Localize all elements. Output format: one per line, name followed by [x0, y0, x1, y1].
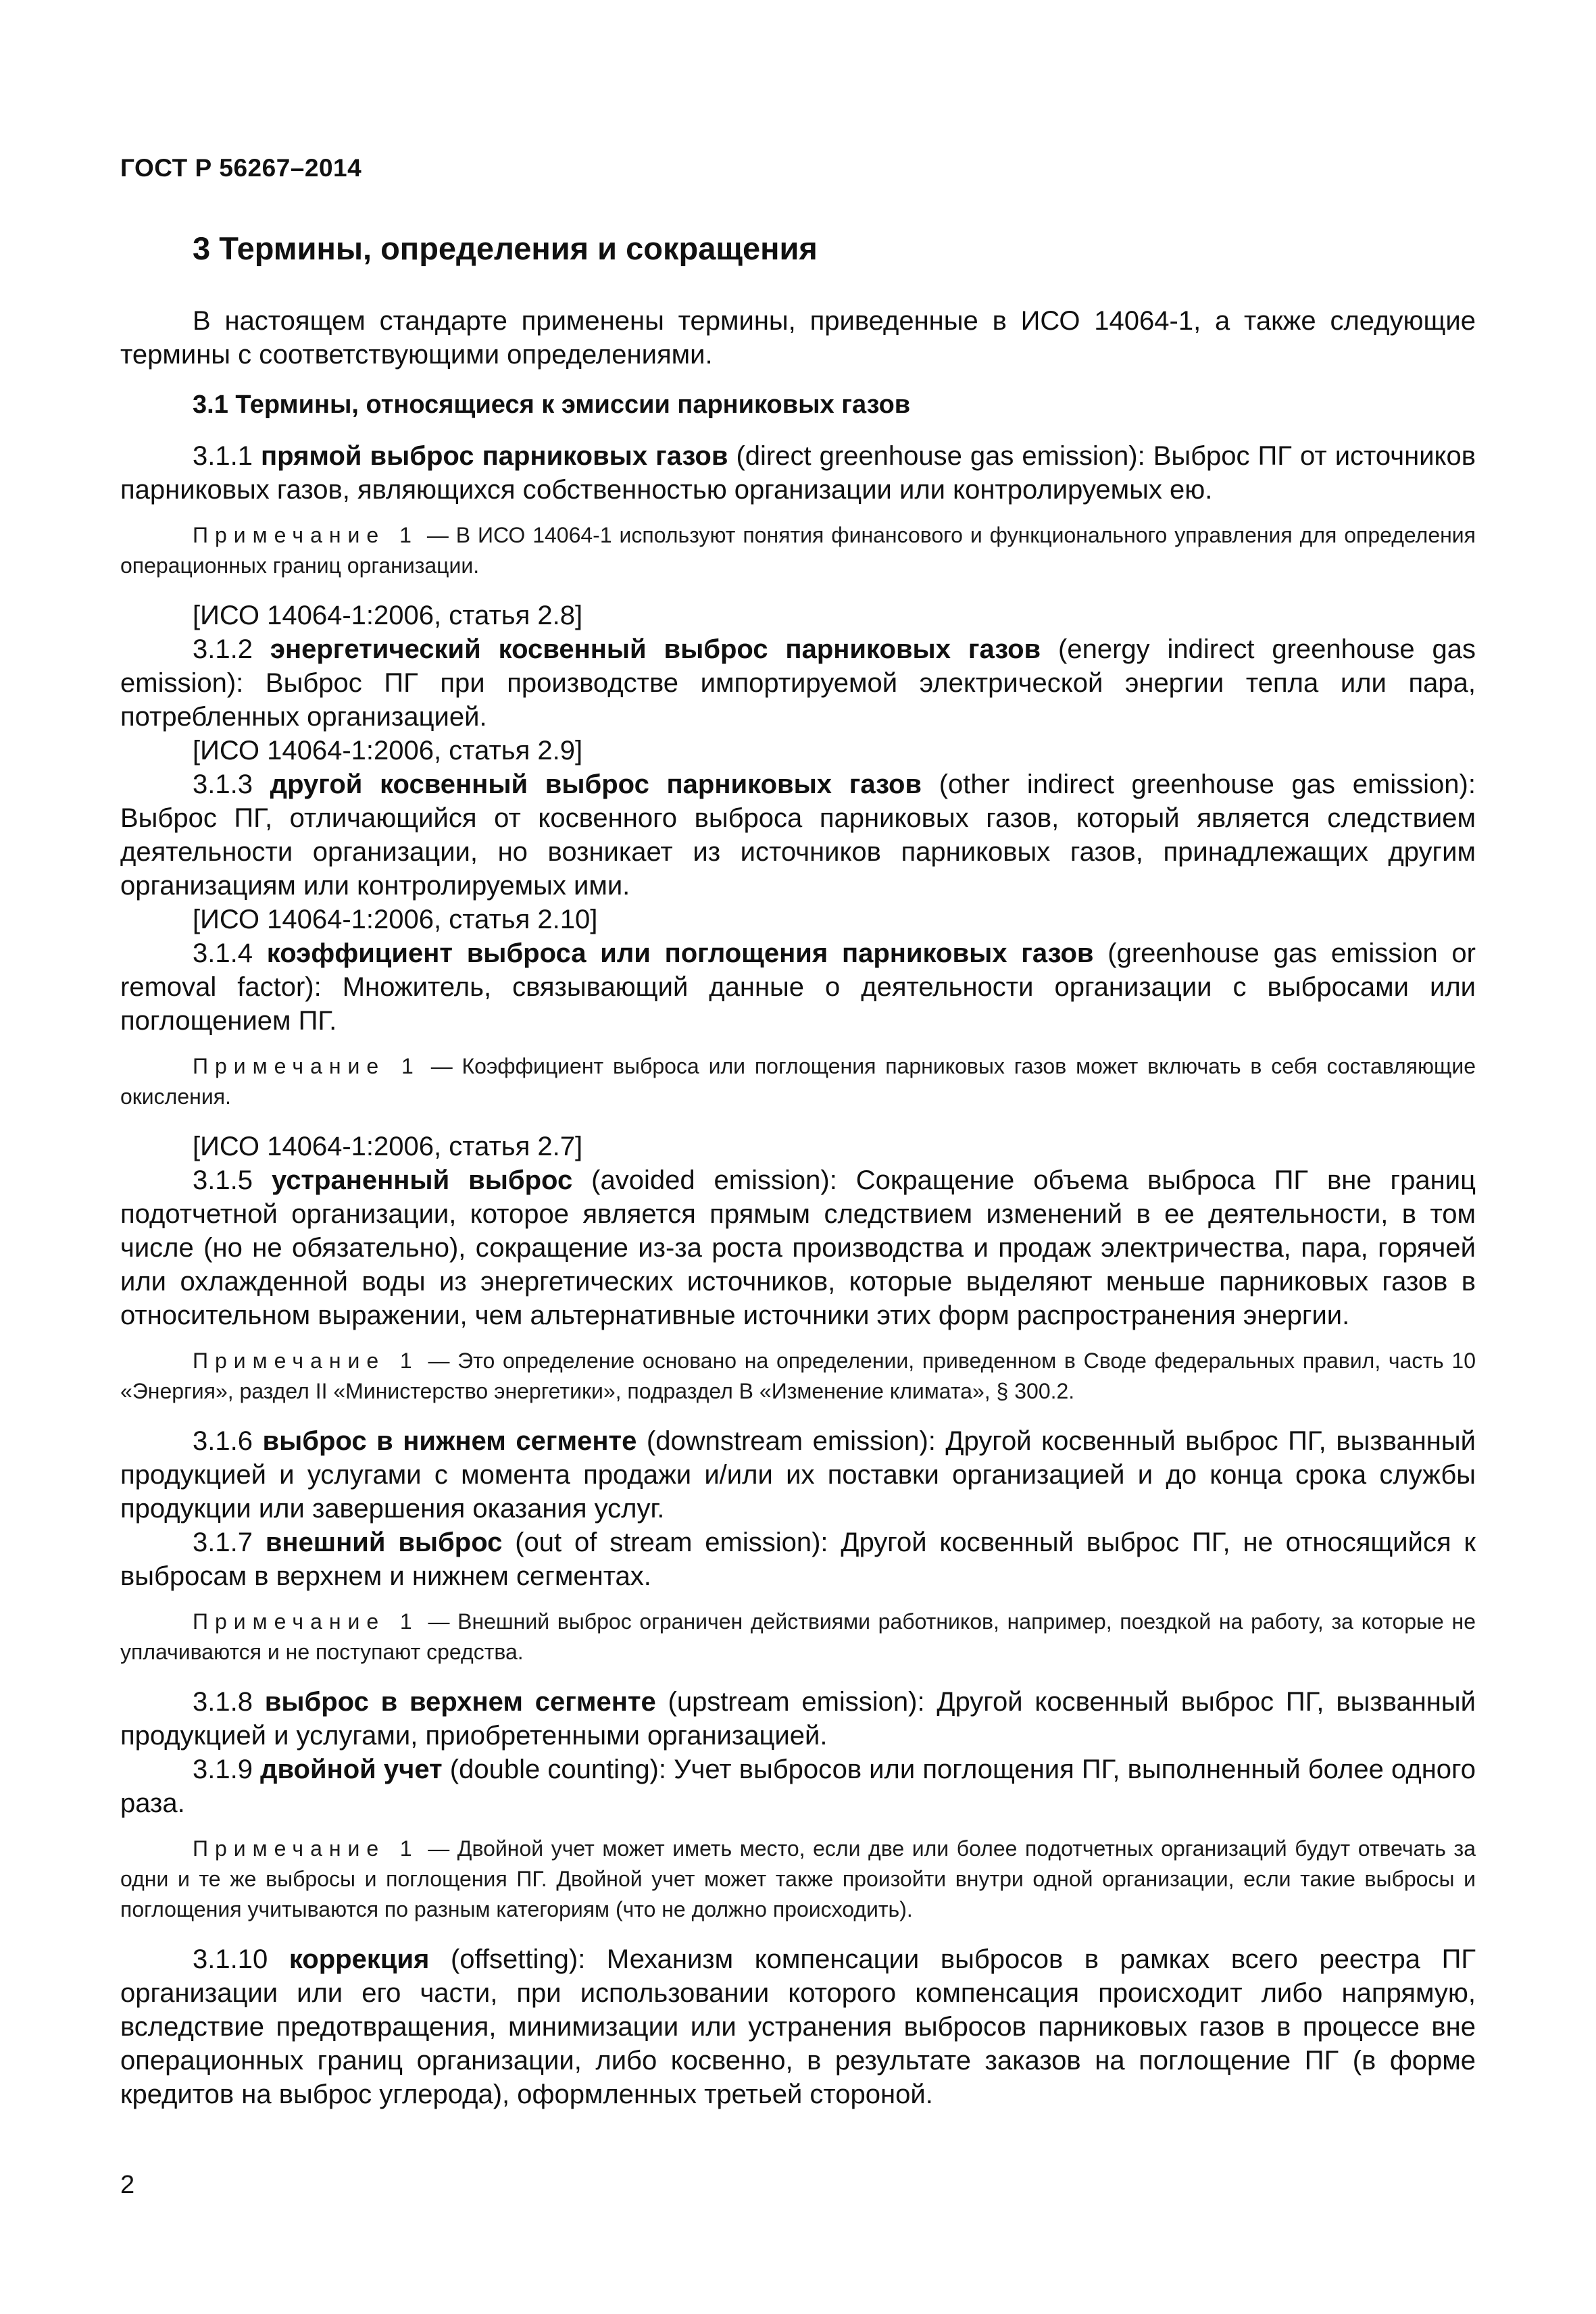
term-name: внешний выброс — [265, 1528, 503, 1557]
standard-code-header: ГОСТ Р 56267–2014 — [120, 154, 362, 182]
term-name: другой косвенный выброс парниковых газов — [270, 770, 922, 799]
term-number: 3.1.6 — [193, 1426, 253, 1456]
term-3-1-9 — [120, 1753, 1476, 1820]
term-3-1-5 — [120, 1163, 1476, 1332]
note-text: — Это определение основано на определении, приведенном в Своде федеральных правил, часть 10 «Энергия», раздел II «Министерство энергетики», подраздел В «Изменение климата», § 300.2. — [120, 1349, 1476, 1403]
term-name: выброс в нижнем сегменте — [262, 1426, 637, 1456]
term-number: 3.1.9 — [193, 1755, 253, 1784]
term-3-1-10 — [120, 1942, 1476, 2111]
term-definition: (greenhouse gas emission or removal factor): Множитель, связывающий данные о деятельности организации с выбросами или поглощением ПГ. — [120, 938, 1476, 1036]
ref-3-1-1: [ИСО 14064-1:2006, статья 2.8] — [193, 601, 583, 630]
note-label: Примечание 1 — [193, 1609, 419, 1634]
term-definition: (double counting): Учет выбросов или поглощения ПГ, выполненный более одного раза. — [120, 1755, 1476, 1818]
term-definition: (upstream emission): Другой косвенный выброс ПГ, вызванный продукцией и услугами, приобретенными организацией. — [120, 1687, 1476, 1751]
term-definition: (direct greenhouse gas emission): Выброс ПГ от источников парниковых газов, являющихся собственностью организации или контролируемых ею. — [120, 441, 1476, 505]
term-definition: (offsetting): Механизм компенсации выбросов в рамках всего реестра ПГ организации или его части, при использовании которого компенсация происходит либо напрямую, вследствие предотвращения, минимизации или устранения выбросов парниковых газов в процессе вне операционных границ организации, либо косвенно, в результате заказов на поглощение ПГ (в форме кредитов на выброс углерода), оформленных третьей стороной. — [120, 1944, 1476, 2109]
ref-3-1-2: [ИСО 14064-1:2006, статья 2.9] — [193, 736, 583, 765]
term-number: 3.1.1 — [193, 441, 253, 471]
term-number: 3.1.5 — [193, 1165, 253, 1195]
note-label: Примечание 1 — [193, 1054, 420, 1078]
section-title: 3 Термины, определения и сокращения — [193, 230, 818, 266]
term-3-1-6 — [120, 1424, 1476, 1526]
term-3-1-3 — [120, 768, 1476, 903]
note-3-1-9 — [120, 1834, 1476, 1925]
term-definition: (energy indirect greenhouse gas emission): Выброс ПГ при производстве импортируемой электрической энергии тепла или пара, потребленных организацией. — [120, 634, 1476, 732]
term-name: коррекция — [289, 1944, 430, 1974]
note-3-1-5 — [120, 1346, 1476, 1407]
term-number: 3.1.2 — [193, 634, 253, 664]
term-definition: (downstream emission): Другой косвенный выброс ПГ, вызванный продукцией и услугами с момента продажи и/или их поставки организацией и до конца срока службы продукции или завершения оказания услуг. — [120, 1426, 1476, 1524]
note-text: — В ИСО 14064-1 используют понятия финансового и функционального управления для определения операционных границ организации. — [120, 523, 1476, 578]
term-name: прямой выброс парниковых газов — [261, 441, 728, 471]
note-text: — Двойной учет может иметь место, если две или более подотчетных организаций будут отвечать за одни и те же выбросы и поглощения ПГ. Двойной учет может также произойти внутри одной организации, если такие выбросы и поглощения учитываются по разным категориям (что не должно происходить). — [120, 1836, 1476, 1921]
term-name: устраненный выброс — [271, 1165, 573, 1195]
note-3-1-7 — [120, 1607, 1476, 1667]
term-number: 3.1.8 — [193, 1687, 253, 1717]
note-3-1-4 — [120, 1051, 1476, 1112]
term-3-1-7 — [120, 1526, 1476, 1593]
page-content — [120, 228, 1476, 2111]
term-3-1-2 — [120, 632, 1476, 734]
note-label: Примечание 1 — [193, 1836, 419, 1861]
subsection-title: 3.1 Термины, относящиеся к эмиссии парниковых газов — [193, 391, 911, 419]
term-3-1-1 — [120, 439, 1476, 507]
term-number: 3.1.7 — [193, 1528, 253, 1557]
term-name: двойной учет — [260, 1755, 443, 1784]
ref-3-1-3: [ИСО 14064-1:2006, статья 2.10] — [193, 905, 598, 934]
term-number: 3.1.4 — [193, 938, 253, 968]
term-name: коэффициент выброса или поглощения парниковых газов — [266, 938, 1094, 968]
note-label: Примечание 1 — [193, 1349, 419, 1373]
term-number: 3.1.10 — [193, 1944, 268, 1974]
note-text: — Коэффициент выброса или поглощения парниковых газов может включать в себя составляющие окисления. — [120, 1054, 1476, 1109]
note-3-1-1 — [120, 520, 1476, 581]
term-3-1-4 — [120, 936, 1476, 1038]
term-definition: (avoided emission): Сокращение объема выброса ПГ вне границ подотчетной организации, которое является прямым следствием изменений в ее деятельности, в том числе (но не обязательно), сокращение из-за роста производства и продаж электричества, пара, горячей или охлажденной воды из энергетических источников, которые выделяют меньше парниковых газов в относительном выражении, чем альтернативные источники этих форм распространения энергии. — [120, 1165, 1476, 1330]
term-name: выброс в верхнем сегменте — [264, 1687, 656, 1717]
ref-3-1-4: [ИСО 14064-1:2006, статья 2.7] — [193, 1132, 583, 1161]
term-definition: (other indirect greenhouse gas emission): Выброс ПГ, отличающийся от косвенного выброса парниковых газов, который является следствием деятельности организации, но возникает из источников парниковых газов, принадлежащих другим организациям или контролируемых ими. — [120, 770, 1476, 901]
term-name: энергетический косвенный выброс парниковых газов — [270, 634, 1041, 664]
term-3-1-8 — [120, 1685, 1476, 1753]
section-intro: В настоящем стандарте применены термины, приведенные в ИСО 14064-1, а также следующие термины с соответствующими определениями. — [120, 306, 1476, 370]
page-number: 2 — [120, 2171, 135, 2199]
note-text: — Внешний выброс ограничен действиями работников, например, поездкой на работу, за которые не уплачиваются и не поступают средства. — [120, 1609, 1476, 1664]
term-number: 3.1.3 — [193, 770, 253, 799]
note-label: Примечание 1 — [193, 523, 418, 547]
term-definition: (out of stream emission): Другой косвенный выброс ПГ, не относящийся к выбросам в верхнем и нижнем сегментах. — [120, 1528, 1476, 1591]
